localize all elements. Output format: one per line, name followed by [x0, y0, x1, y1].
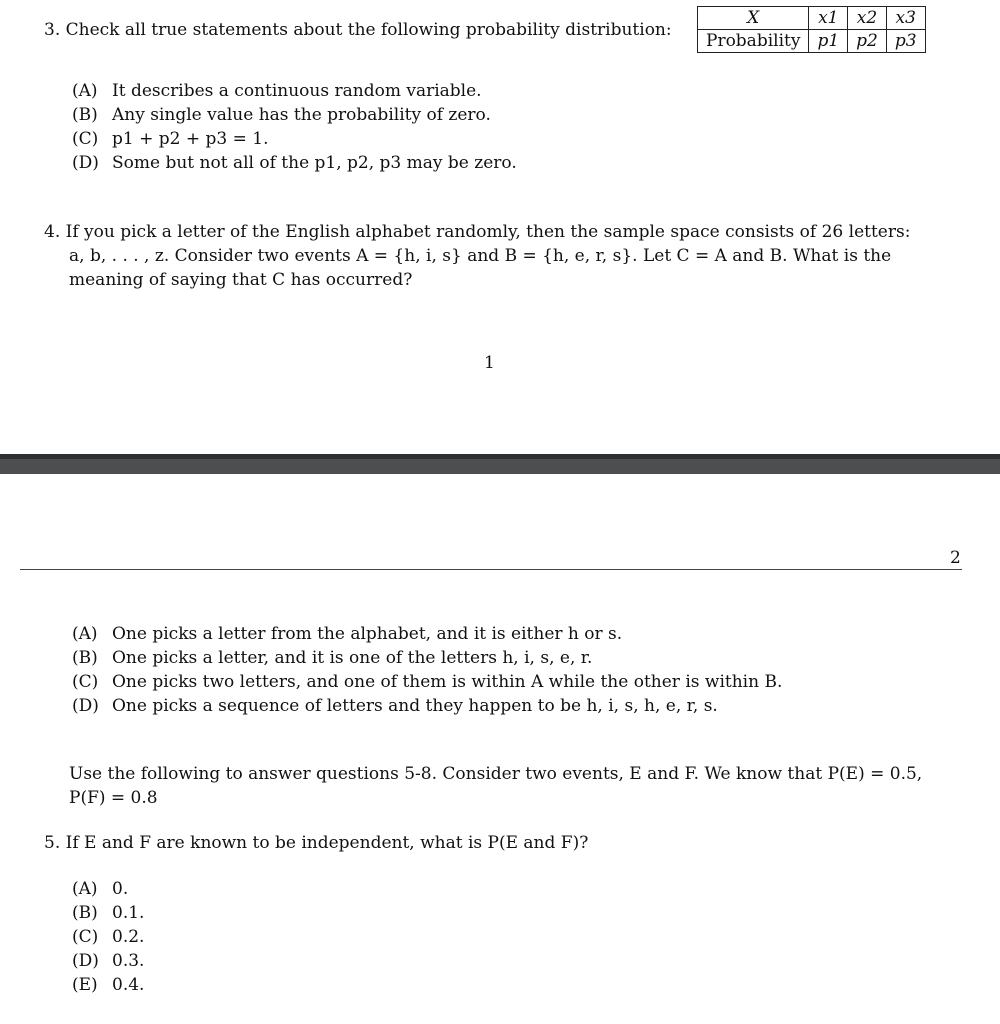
questions-5-8-intro: [69, 762, 962, 810]
option-text: 0.1.: [112, 903, 145, 923]
option-text: One picks a letter from the alphabet, and it is either h or s.: [112, 624, 623, 644]
intro-line: P(F) = 0.8: [69, 788, 158, 808]
question-3-text: 3. Check all true statements about the following probability distribution:: [44, 20, 672, 40]
option-label: (C): [72, 672, 99, 692]
table-cell: Probability: [698, 30, 809, 53]
table-cell: x2: [848, 7, 887, 30]
list-item: [72, 694, 782, 718]
table-cell: x1: [809, 7, 848, 30]
question-3-options: [72, 79, 517, 175]
intro-line: Use the following to answer questions 5-8. Consider two events, E and F. We know that P(E) = 0.5,: [69, 764, 923, 784]
option-text: Any single value has the probability of zero.: [112, 105, 491, 125]
table-cell: p3: [886, 30, 925, 53]
option-label: (C): [72, 927, 99, 947]
option-text: Some but not all of the p1, p2, p3 may be zero.: [112, 153, 517, 173]
question-5-text: 5. If E and F are known to be independent, what is P(E and F)?: [44, 833, 589, 853]
list-item: [72, 646, 782, 670]
question-4-text: [44, 220, 962, 292]
list-item: [72, 925, 144, 949]
option-label: (A): [72, 81, 98, 101]
list-item: [72, 151, 517, 175]
option-label: (D): [72, 153, 99, 173]
list-item: [72, 949, 144, 973]
table-cell: p2: [848, 30, 887, 53]
page-separator-bar: [0, 454, 1000, 474]
option-label: (E): [72, 975, 98, 995]
question-line: 4. If you pick a letter of the English alphabet randomly, then the sample space consists of 26 letters:: [44, 222, 911, 242]
question-line: meaning of saying that C has occurred?: [69, 270, 413, 290]
question-5-options: [72, 877, 144, 997]
list-item: [72, 877, 144, 901]
list-item: [72, 670, 782, 694]
list-item: [72, 127, 517, 151]
table-row: [698, 30, 926, 53]
option-text: 0.2.: [112, 927, 145, 947]
option-label: (B): [72, 648, 98, 668]
table-cell: p1: [809, 30, 848, 53]
option-label: (C): [72, 129, 99, 149]
option-text: p1 + p2 + p3 = 1.: [112, 129, 269, 149]
list-item: [72, 79, 517, 103]
option-label: (D): [72, 696, 99, 716]
table-row: [698, 7, 926, 30]
option-label: (A): [72, 624, 98, 644]
option-text: One picks a letter, and it is one of the letters h, i, s, e, r.: [112, 648, 593, 668]
option-label: (A): [72, 879, 98, 899]
list-item: [72, 901, 144, 925]
header-rule: [20, 569, 962, 570]
option-label: (D): [72, 951, 99, 971]
list-item: [72, 103, 517, 127]
probability-distribution-table: [697, 6, 926, 53]
option-label: (B): [72, 105, 98, 125]
option-text: One picks two letters, and one of them is within A while the other is within B.: [112, 672, 783, 692]
option-text: 0.4.: [112, 975, 145, 995]
table-cell: X: [698, 7, 809, 30]
list-item: [72, 973, 144, 997]
list-item: [72, 622, 782, 646]
question-4-options: [72, 622, 782, 718]
option-text: It describes a continuous random variable.: [112, 81, 482, 101]
option-text: 0.3.: [112, 951, 145, 971]
question-line: a, b, . . . , z. Consider two events A = {h, i, s} and B = {h, e, r, s}. Let C = A and B. What is the: [69, 246, 892, 266]
page-number: 1: [484, 353, 495, 373]
option-label: (B): [72, 903, 98, 923]
page-number: 2: [950, 548, 961, 568]
option-text: 0.: [112, 879, 129, 899]
option-text: One picks a sequence of letters and they happen to be h, i, s, h, e, r, s.: [112, 696, 718, 716]
table-cell: x3: [886, 7, 925, 30]
